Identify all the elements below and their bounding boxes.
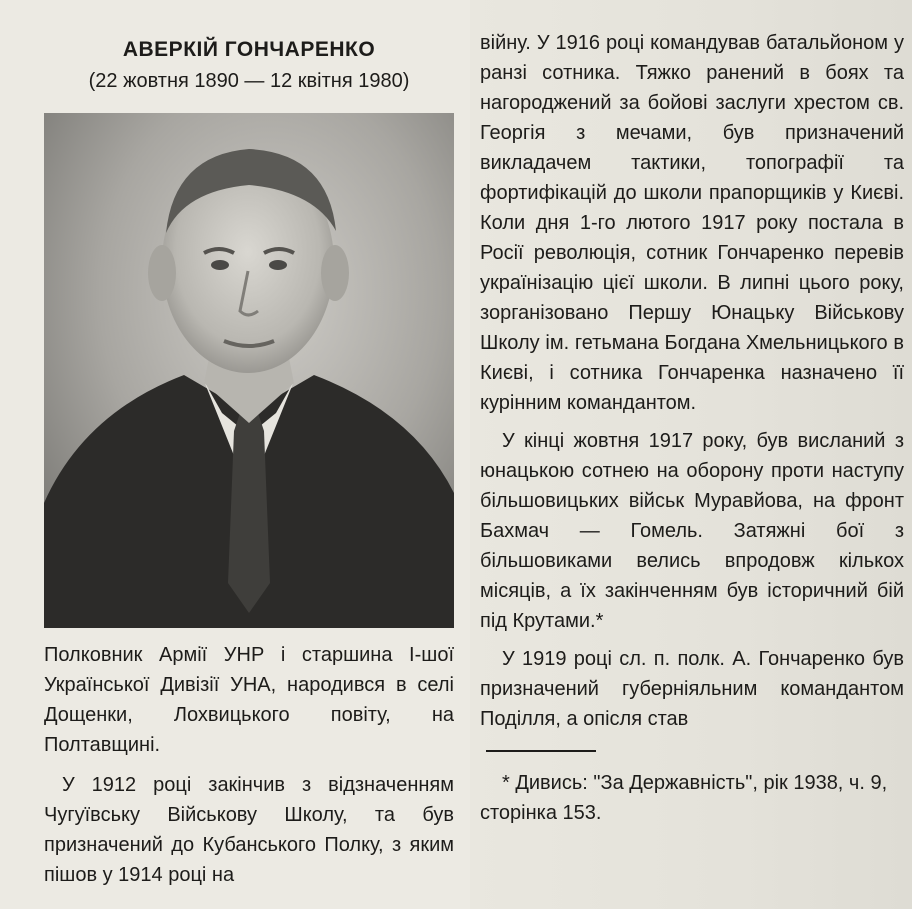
podillia-paragraph: У 1919 році сл. п. полк. А. Гончаренко був призначений губерніяльним командантом Поділля, а опісля став — [480, 648, 904, 730]
education-paragraph: У 1912 році закінчив з відзначенням Чугуївську Військову Школу, та був призначений до Кубанського Полку, з яким пішов у 1914 році на — [44, 774, 454, 886]
footnote-rule — [486, 750, 596, 752]
life-dates: (22 жовтня 1890 — 12 квітня 1980) — [88, 70, 410, 92]
biography-title: АВЕРКІЙ ГОНЧАРЕНКО — [122, 38, 376, 61]
right-column — [480, 28, 904, 828]
footnote: * Дивись: "За Державність", рік 1938, ч. 9, сторінка 153. — [480, 772, 888, 824]
left-column — [44, 28, 454, 890]
intro-paragraph: Полковник Армії УНР і старшина І-шої Української Дивізії УНА, народився в селі Дощенки, Лохвицького повіту, на Полтавщині. — [44, 644, 454, 756]
career-paragraph: війну. У 1916 році командував батальйоном у ранзі сотника. Тяжко ранений в боях та нагороджений за бойові заслуги хрестом св. Георгія з мечами, був призначений викладачем тактики, топографії та фортифікацій до школи прапорщиків у Києві. Коли дня 1-го лютого 1917 року постала в Росії революція, сотник Гончаренко перевів українізацію цієї школи. В липні цього року, зорганізовано Першу Юнацьку Військову Школу ім. гетьмана Богдана Хмельницького в Києві, і сотника Гончаренка назначено її курінним командантом. — [480, 32, 904, 414]
portrait-photo — [44, 113, 454, 628]
kruty-paragraph: У кінці жовтня 1917 року, був висланий з юнацькою сотнею на оборону проти наступу більшовицьких військ Муравйова, на фронт Бахмач — Гомель. Затяжні бої з більшовиками велись впродовж кількох місяців, а їх закінченням був історичний бій під Крутами.* — [480, 430, 904, 632]
portrait-illustration — [44, 113, 454, 628]
